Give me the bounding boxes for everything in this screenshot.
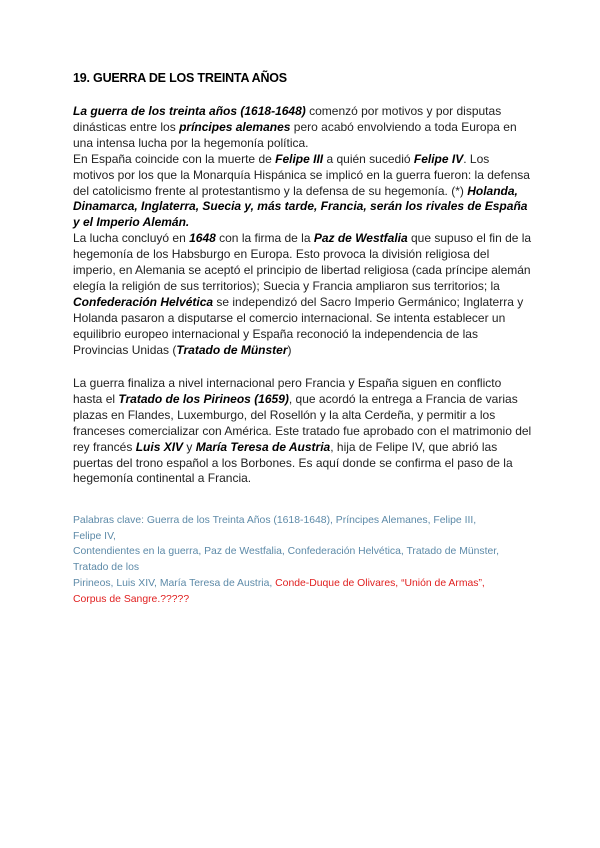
keywords-red-text: Conde-Duque de Olivares, “Unión de Armas”, — [275, 577, 485, 589]
bold-term-german-princes: príncipes alemanes — [179, 119, 291, 134]
paragraph-text: La lucha concluyó en — [73, 231, 190, 246]
bold-term-felipe-iii: Felipe III — [275, 151, 324, 166]
paragraph-text: pero acabó envolviendo a toda Europa en una intensa lucha por la hegemonía política. — [73, 119, 517, 150]
paragraph-text: ) — [287, 342, 292, 357]
paragraph-text: a quién sucedió — [323, 151, 414, 166]
paragraph-text: que supuso el fin de la hegemonía de los Habsburgo en Europa. Esto provoca la división religiosa del imperio, en Alemania se aceptó el principio de libertad religiosa (cada príncipe alemán elegía la religión de sus territorios); Suecia y Francia ampliaron sus territorios; la — [73, 231, 532, 293]
paragraph-text: con la firma de la — [215, 231, 314, 246]
paragraph-text: En España coincide con la muerte de — [73, 151, 276, 166]
paragraph-text: La guerra finaliza a nivel internacional pero Francia y España siguen en conflicto hasta el — [73, 376, 502, 406]
bold-term-felipe-iv: Felipe IV — [413, 151, 464, 166]
paragraph-text: . Los motivos por los que la Monarquía Hispánica se implicó en la guerra fueron: la defensa del catolicismo frente al protestantismo y la defensa de su hegemonía. (*) — [73, 151, 530, 198]
document-title: 19. GUERRA DE LOS TREINTA AÑOS — [73, 71, 287, 85]
bold-term-rivals: Holanda, Dinamarca, Inglaterra, Suecia y, más tarde, Francia, serán los rivales de España y el Imperio Alemán. — [73, 183, 528, 230]
keywords-red-line: Corpus de Sangre.????? — [73, 593, 190, 605]
bold-term-maria-teresa: María Teresa de Austria — [195, 439, 331, 454]
paragraph-thirty-years-war — [73, 104, 533, 359]
bold-term-war-name: La guerra de los treinta años (1618-1648) — [73, 104, 306, 118]
bold-term-pirineos: Tratado de los Pirineos (1659) — [118, 391, 289, 406]
keywords-text: Pirineos, Luis XIV, María Teresa de Austria, — [73, 577, 276, 589]
paragraph-text: comenzó por motivos y por disputas dinásticas entre los — [73, 104, 502, 134]
bold-term-westfalia: Paz de Westfalia — [313, 231, 408, 246]
keywords-line — [73, 576, 543, 592]
paragraph-text: y — [183, 439, 196, 454]
paragraph-text: se independizó del Sacro Imperio Germánico; Inglaterra y Holanda pasaron a disputarse el comercio internacional. Se intenta establecer un equilibrio europeo internacional y España reconoció la independencia de las Provincias Unidas ( — [73, 294, 524, 357]
keywords-line: Tratado de los — [73, 562, 140, 574]
keywords-line: Felipe IV, — [73, 530, 116, 542]
bold-term-1648: 1648 — [189, 231, 216, 246]
bold-term-helvetica: Confederación Helvética — [73, 294, 214, 309]
bold-term-munster: Tratado de Münster — [176, 342, 288, 357]
bold-term-luis-xiv: Luis XIV — [135, 439, 184, 454]
keywords-block — [73, 513, 543, 607]
paragraph-pyrenees-treaty — [73, 376, 533, 487]
paragraph-text: , hija de Felipe IV, que abrió las puertas del trono español a los Borbones. Es aquí donde se confirma el paso de la hegemonía continental a Francia. — [73, 439, 513, 486]
keywords-line: Contendientes en la guerra, Paz de Westfalia, Confederación Helvética, Tratado de Münster, — [73, 546, 500, 558]
keywords-line: Palabras clave: Guerra de los Treinta Años (1618-1648), Príncipes Alemanes, Felipe III, — [73, 515, 477, 526]
paragraph-text: , que acordó la entrega a Francia de varias plazas en Flandes, Luxemburgo, del Rosellón y la alta Cerdeña, y permitir a los franceses comercializar con América. Este tratado fue aprobado con el matrimonio del rey francés — [73, 391, 532, 454]
